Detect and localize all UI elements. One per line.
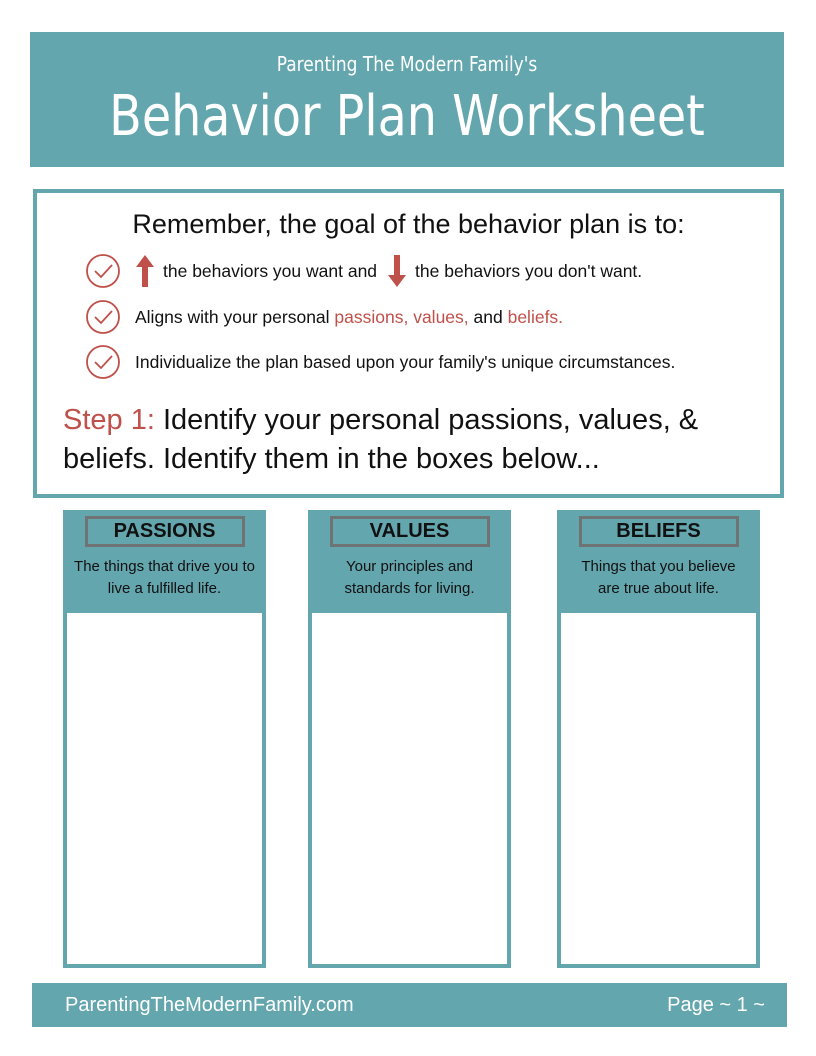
goal-text-mid: and bbox=[468, 306, 508, 327]
values-write-area[interactable] bbox=[308, 610, 511, 968]
header-banner bbox=[30, 32, 784, 167]
check-circle-icon bbox=[85, 299, 121, 335]
footer bbox=[32, 983, 787, 1027]
passions-column bbox=[63, 510, 266, 968]
goal-text: Individualize the plan based upon your family's unique circumstances. bbox=[135, 351, 676, 372]
beliefs-column bbox=[557, 510, 760, 968]
column-description: Your principles and standards for living. bbox=[344, 558, 475, 597]
column-header bbox=[308, 510, 511, 610]
goal-text bbox=[135, 307, 563, 328]
goal-text-prefix: Aligns with your personal bbox=[135, 306, 335, 327]
goal-item bbox=[85, 344, 675, 380]
check-circle-icon bbox=[85, 344, 121, 380]
values-column bbox=[308, 510, 511, 968]
step-instruction bbox=[63, 401, 750, 479]
step-label: Step 1: bbox=[63, 404, 155, 436]
column-label: PASSIONS bbox=[85, 516, 245, 547]
goal-text: the behaviors you want and bbox=[163, 260, 378, 281]
arrow-down-icon bbox=[387, 253, 407, 289]
check-circle-icon bbox=[85, 253, 121, 289]
column-label: BELIEFS bbox=[579, 516, 739, 547]
highlight-text: beliefs. bbox=[507, 306, 564, 327]
step-text: Identify your personal passions, values, & beliefs. Identify them in the boxes below... bbox=[63, 404, 699, 475]
goal-item bbox=[85, 299, 563, 335]
column-description: The things that drive you to live a fulfilled life. bbox=[74, 558, 255, 597]
column-header bbox=[557, 510, 760, 610]
column-label: VALUES bbox=[330, 516, 490, 547]
goal-text: the behaviors you don't want. bbox=[415, 260, 643, 281]
page-number: Page ~ 1 ~ bbox=[667, 994, 765, 1016]
highlight-text: passions, values, bbox=[334, 306, 469, 327]
goals-box bbox=[33, 189, 784, 498]
goal-item bbox=[85, 253, 642, 289]
footer-site: ParentingTheModernFamily.com bbox=[65, 994, 354, 1016]
page-title: Behavior Plan Worksheet bbox=[109, 84, 705, 149]
goals-heading: Remember, the goal of the behavior plan is to: bbox=[132, 209, 685, 239]
arrow-up-icon bbox=[135, 253, 155, 289]
passions-write-area[interactable] bbox=[63, 610, 266, 968]
beliefs-write-area[interactable] bbox=[557, 610, 760, 968]
header-subtitle: Parenting The Modern Family's bbox=[276, 52, 538, 76]
column-description: Things that you believe are true about life. bbox=[581, 558, 736, 597]
column-header bbox=[63, 510, 266, 610]
